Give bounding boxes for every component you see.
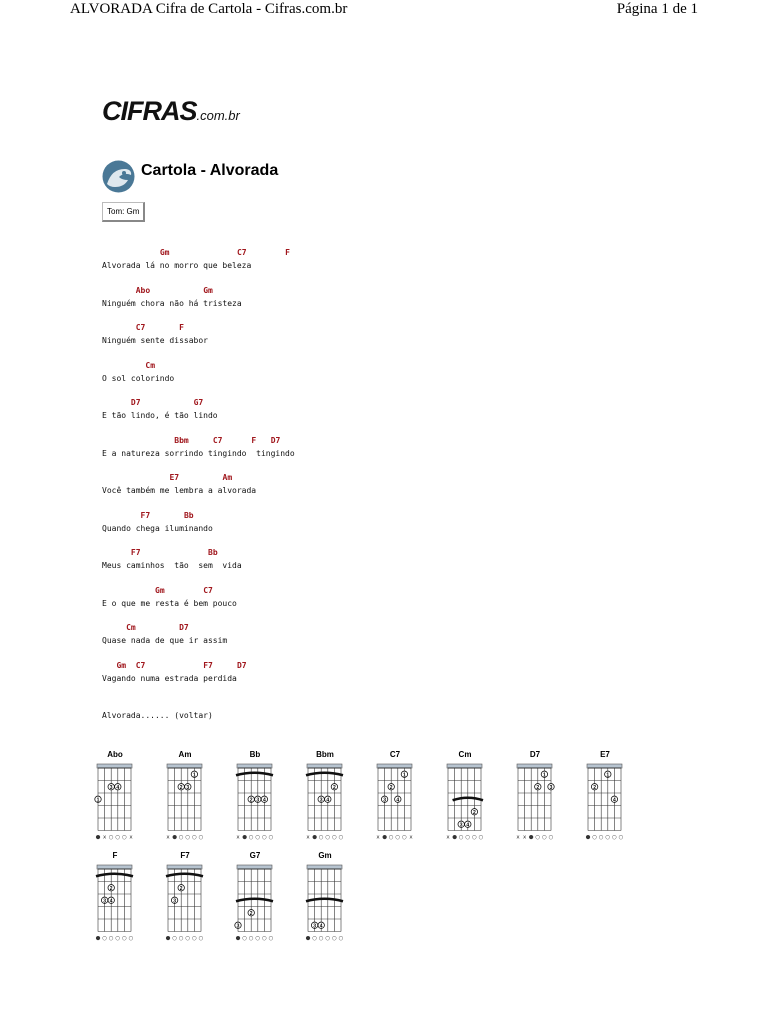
string-marker: ○ bbox=[178, 935, 184, 942]
fretboard bbox=[90, 863, 146, 942]
spacer bbox=[102, 698, 722, 711]
string-marker: ○ bbox=[108, 834, 114, 841]
chord-diagram-name: Abo bbox=[107, 750, 123, 759]
finger-number: 2 bbox=[593, 784, 596, 791]
string-marker: ○ bbox=[318, 935, 324, 942]
chord-diagram-name: G7 bbox=[249, 851, 261, 860]
finger-number: 4 bbox=[466, 822, 470, 829]
artist-avatar-icon bbox=[102, 160, 135, 193]
string-marker: ○ bbox=[268, 834, 274, 841]
string-marker: ○ bbox=[605, 834, 611, 841]
nut bbox=[517, 764, 552, 768]
string-marker: ○ bbox=[255, 935, 261, 942]
chord-label[interactable]: C7 bbox=[135, 323, 146, 332]
chord-diagram-name: F bbox=[112, 851, 118, 860]
finger-number: 3 bbox=[383, 797, 386, 804]
lyric-line: Meus caminhos tão sem vida bbox=[102, 561, 242, 570]
lyric-line: Quando chega iluminando bbox=[102, 523, 213, 533]
finger-number: 3 bbox=[186, 784, 190, 791]
barre bbox=[96, 874, 133, 877]
chord-diagram-g7 bbox=[230, 851, 286, 942]
finger-number: 2 bbox=[179, 784, 183, 791]
string-marker: x bbox=[522, 834, 527, 841]
chord-label[interactable]: F7 bbox=[140, 510, 151, 520]
finger-number: 2 bbox=[333, 784, 336, 791]
chord-label[interactable]: Cm bbox=[145, 360, 156, 370]
lyric-line: E tão lindo, é tão lindo bbox=[102, 411, 218, 420]
chord-diagram-c7 bbox=[370, 750, 426, 841]
finger-number: 4 bbox=[263, 797, 266, 804]
barre bbox=[236, 899, 273, 902]
lyric-line: Alvorada...... (voltar) bbox=[102, 711, 213, 720]
string-marker: ○ bbox=[191, 935, 197, 942]
chord-line bbox=[102, 661, 722, 674]
chord-diagram-name: F7 bbox=[180, 851, 190, 860]
string-marker: ● bbox=[242, 834, 248, 841]
string-marker: ○ bbox=[255, 834, 261, 841]
lyric-line: Quase nada de que ir assim bbox=[102, 636, 228, 645]
string-marker: ○ bbox=[261, 834, 267, 841]
print-title: ALVORADA Cifra de Cartola - Cifras.com.br bbox=[70, 1, 348, 17]
finger-number: 2 bbox=[389, 784, 393, 791]
string-marker: ○ bbox=[458, 834, 464, 841]
fretboard bbox=[300, 762, 356, 841]
chord-label[interactable]: C7 bbox=[203, 585, 213, 595]
string-marker: x bbox=[306, 834, 310, 841]
logo-main: CIFRAS bbox=[102, 96, 197, 126]
finger-number: 3 bbox=[103, 898, 106, 905]
chord-diagram-name: Am bbox=[178, 750, 192, 759]
chord-line bbox=[102, 286, 722, 299]
string-marker: ○ bbox=[331, 834, 337, 841]
chord-label[interactable]: E7 bbox=[169, 473, 180, 482]
string-marker: ○ bbox=[312, 935, 318, 942]
string-marker: x bbox=[166, 834, 170, 841]
chord-diagram-bbm bbox=[300, 750, 356, 841]
string-marker: ○ bbox=[248, 834, 254, 841]
string-marker: x bbox=[409, 834, 413, 841]
finger-number: 3 bbox=[173, 898, 176, 905]
string-marker: ○ bbox=[185, 834, 191, 841]
finger-number: 3 bbox=[236, 923, 240, 930]
chord-label[interactable]: D7 bbox=[236, 660, 247, 670]
lyric-line: Alvorada lá no morro que beleza bbox=[102, 261, 252, 270]
string-marker: ○ bbox=[261, 935, 267, 942]
finger-number: 2 bbox=[249, 797, 253, 804]
string-marker: x bbox=[129, 834, 133, 841]
finger-number: 3 bbox=[459, 822, 463, 829]
nut bbox=[377, 764, 412, 768]
string-marker: ○ bbox=[331, 935, 337, 942]
chord-diagram-f7 bbox=[160, 851, 216, 942]
barre bbox=[166, 874, 203, 877]
string-marker: ● bbox=[528, 834, 534, 841]
chord-label[interactable]: Am bbox=[222, 473, 233, 482]
string-marker: ○ bbox=[248, 935, 254, 942]
chord-line bbox=[102, 398, 722, 411]
string-marker: ○ bbox=[548, 834, 554, 841]
string-marker: ○ bbox=[325, 935, 331, 942]
finger-number: 3 bbox=[549, 784, 553, 791]
chord-diagram-name: E7 bbox=[600, 750, 610, 759]
page-number: Página 1 de 1 bbox=[616, 1, 698, 17]
chord-diagram-name: Bb bbox=[249, 750, 261, 759]
chord-diagram-abo bbox=[90, 750, 146, 841]
chord-label[interactable]: D7 bbox=[179, 623, 189, 632]
string-marker: ○ bbox=[115, 834, 121, 841]
chord-label[interactable]: D7 bbox=[270, 435, 281, 445]
chord-line bbox=[102, 586, 722, 599]
barre bbox=[306, 773, 343, 776]
string-marker: ○ bbox=[318, 834, 324, 841]
string-marker: ○ bbox=[198, 834, 204, 841]
string-marker: ○ bbox=[592, 834, 598, 841]
nut bbox=[307, 764, 342, 768]
fretboard bbox=[510, 762, 566, 841]
lyric-line: Vagando numa estrada perdida bbox=[102, 673, 237, 683]
string-marker: ● bbox=[95, 935, 101, 942]
finger-number: 2 bbox=[109, 885, 113, 892]
finger-number: 4 bbox=[116, 784, 120, 791]
string-marker: ○ bbox=[465, 834, 471, 841]
lyric-line: Você também me lembra a alvorada bbox=[102, 486, 257, 495]
lyric-line: O sol colorindo bbox=[102, 373, 175, 383]
string-marker: ○ bbox=[395, 834, 401, 841]
lyric-line: E o que me resta é bem pouco bbox=[102, 598, 237, 608]
string-marker: ○ bbox=[338, 834, 344, 841]
nut bbox=[97, 865, 132, 869]
chord-label[interactable]: Cm bbox=[126, 623, 136, 632]
finger-number: 4 bbox=[326, 797, 330, 804]
logo-sub: .com.br bbox=[196, 108, 240, 123]
song-title: Cartola - Alvorada bbox=[141, 162, 279, 179]
chord-label[interactable]: C7 bbox=[212, 435, 223, 445]
string-marker: x bbox=[376, 834, 380, 841]
string-marker: ○ bbox=[325, 834, 331, 841]
lyric-line: E a natureza sorrindo tingindo tingindo bbox=[102, 448, 295, 458]
key-selector[interactable]: Tom: Gm bbox=[102, 202, 145, 222]
finger-number: 1 bbox=[543, 772, 546, 779]
chord-diagram-e7 bbox=[580, 750, 636, 841]
nut bbox=[307, 865, 342, 869]
finger-number: 4 bbox=[396, 797, 400, 804]
chord-line bbox=[102, 548, 722, 561]
string-marker: ● bbox=[235, 935, 241, 942]
finger-number: 1 bbox=[606, 772, 610, 779]
chord-label[interactable]: G7 bbox=[193, 398, 204, 407]
finger-number: 1 bbox=[403, 772, 406, 779]
finger-number: 4 bbox=[319, 923, 323, 930]
nut bbox=[237, 764, 272, 768]
fretboard bbox=[370, 762, 426, 841]
string-marker: ○ bbox=[198, 935, 204, 942]
fretboard bbox=[440, 762, 496, 841]
fretboard bbox=[160, 762, 216, 841]
nut bbox=[167, 764, 202, 768]
string-marker: ● bbox=[585, 834, 591, 841]
string-marker: x bbox=[102, 834, 107, 841]
chord-label[interactable]: F7 bbox=[130, 548, 141, 557]
string-marker: ● bbox=[165, 935, 171, 942]
chord-diagram-name: D7 bbox=[529, 750, 541, 759]
string-marker: ○ bbox=[121, 935, 127, 942]
string-marker: ○ bbox=[478, 834, 484, 841]
nut bbox=[167, 865, 202, 869]
chord-label[interactable]: Bb bbox=[183, 510, 194, 520]
string-marker: ○ bbox=[471, 834, 477, 841]
string-marker: ○ bbox=[611, 834, 617, 841]
barre bbox=[236, 773, 273, 776]
finger-number: 3 bbox=[256, 797, 260, 804]
string-marker: ● bbox=[305, 935, 311, 942]
string-marker: ○ bbox=[242, 935, 248, 942]
chord-label[interactable]: Gm bbox=[155, 585, 165, 595]
finger-number: 1 bbox=[193, 772, 196, 779]
string-marker: ○ bbox=[191, 834, 197, 841]
chord-label[interactable]: F bbox=[285, 248, 290, 257]
string-marker: x bbox=[236, 834, 240, 841]
finger-number: 2 bbox=[249, 910, 253, 917]
string-marker: ○ bbox=[338, 935, 344, 942]
nut bbox=[447, 764, 482, 768]
finger-number: 3 bbox=[319, 797, 323, 804]
chord-diagram-cm bbox=[440, 750, 496, 841]
nut bbox=[97, 764, 132, 768]
finger-number: 4 bbox=[109, 898, 113, 905]
chord-diagram-gm bbox=[300, 851, 356, 942]
string-marker: ○ bbox=[388, 834, 394, 841]
finger-number: 2 bbox=[473, 809, 476, 816]
string-marker: x bbox=[516, 834, 520, 841]
string-marker: ● bbox=[452, 834, 458, 841]
string-marker: ○ bbox=[121, 834, 127, 841]
string-marker: ○ bbox=[128, 935, 134, 942]
chord-label[interactable]: D7 bbox=[130, 398, 141, 407]
chord-diagram-f bbox=[90, 851, 146, 942]
chord-diagram-bb bbox=[230, 750, 286, 841]
string-marker: ○ bbox=[102, 935, 108, 942]
chord-label[interactable]: Gm bbox=[159, 248, 170, 257]
chord-diagram-name: C7 bbox=[389, 750, 401, 759]
chord-diagram-name: Cm bbox=[458, 750, 472, 759]
nut bbox=[237, 865, 272, 869]
chord-label[interactable]: F7 bbox=[203, 660, 213, 670]
string-marker: ○ bbox=[618, 834, 624, 841]
chord-line bbox=[102, 473, 722, 486]
string-marker: ○ bbox=[185, 935, 191, 942]
string-marker: ○ bbox=[115, 935, 121, 942]
site-logo[interactable] bbox=[102, 96, 240, 126]
fretboard bbox=[300, 863, 356, 942]
lyric-line: Ninguém sente dissabor bbox=[102, 336, 208, 345]
fretboard bbox=[230, 762, 286, 841]
chord-label[interactable]: Gm bbox=[116, 660, 127, 670]
string-marker: ○ bbox=[108, 935, 114, 942]
string-marker: ○ bbox=[401, 834, 407, 841]
string-marker: ● bbox=[172, 834, 178, 841]
nut bbox=[587, 764, 622, 768]
chord-line bbox=[102, 511, 722, 524]
chord-label[interactable]: F bbox=[251, 435, 257, 445]
string-marker: ○ bbox=[268, 935, 274, 942]
chord-diagram-name: Bbm bbox=[316, 750, 334, 759]
finger-number: 4 bbox=[613, 797, 616, 804]
chord-label[interactable]: Abo bbox=[135, 285, 151, 295]
chord-line bbox=[102, 361, 722, 374]
lyric-line: Ninguém chora não há tristeza bbox=[102, 298, 242, 308]
string-marker: ○ bbox=[541, 834, 547, 841]
fretboard bbox=[90, 762, 146, 841]
finger-number: 2 bbox=[179, 885, 183, 892]
song-sheet bbox=[102, 248, 722, 736]
chord-line bbox=[102, 436, 722, 449]
chord-line bbox=[102, 323, 722, 336]
string-marker: ○ bbox=[178, 834, 184, 841]
finger-number: 3 bbox=[109, 784, 113, 791]
string-marker: ● bbox=[382, 834, 388, 841]
chord-label[interactable]: Gm bbox=[203, 285, 213, 295]
string-marker: x bbox=[446, 834, 450, 841]
finger-number: 2 bbox=[536, 784, 540, 791]
chord-label[interactable]: Bbm bbox=[174, 435, 189, 445]
string-marker: ● bbox=[312, 834, 318, 841]
fretboard bbox=[160, 863, 216, 942]
chord-diagram-name: Gm bbox=[318, 851, 332, 860]
string-marker: ○ bbox=[172, 935, 178, 942]
chord-label[interactable]: C7 bbox=[135, 660, 146, 670]
chord-label[interactable]: C7 bbox=[236, 248, 247, 257]
finger-number: 1 bbox=[96, 797, 100, 804]
chord-label[interactable]: F bbox=[179, 323, 184, 332]
barre bbox=[306, 899, 343, 902]
fretboard bbox=[230, 863, 286, 942]
chord-diagram-d7 bbox=[510, 750, 566, 841]
fretboard bbox=[580, 762, 636, 841]
chord-line bbox=[102, 248, 722, 261]
finger-number: 3 bbox=[313, 923, 316, 930]
print-header bbox=[0, 0, 768, 24]
chord-line bbox=[102, 623, 722, 636]
string-marker: ● bbox=[95, 834, 101, 841]
string-marker: ○ bbox=[598, 834, 604, 841]
string-marker: ○ bbox=[535, 834, 541, 841]
chord-diagram-am bbox=[160, 750, 216, 841]
chord-label[interactable]: Bb bbox=[208, 548, 218, 557]
